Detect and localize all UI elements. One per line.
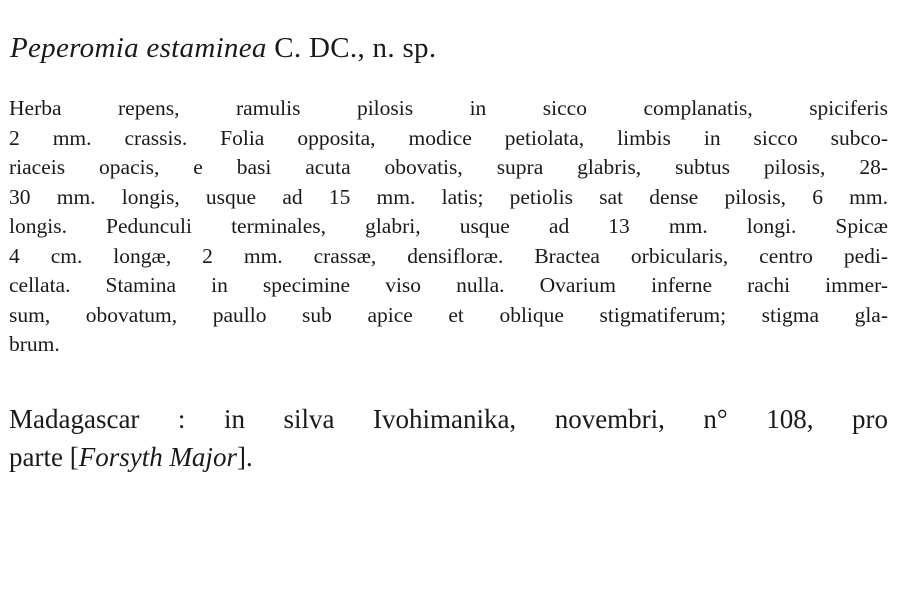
locality-citation bbox=[9, 400, 888, 476]
locality-line: Madagascar : in silva Ivohimanika, novembri, n° 108, pro bbox=[9, 404, 888, 434]
description-line: 4 cm. longæ, 2 mm. crassæ, densifloræ. Bractea orbicularis, centro pedi- bbox=[9, 243, 888, 268]
species-heading bbox=[10, 30, 436, 66]
locality-suffix: ]. bbox=[236, 442, 253, 472]
description-line: longis. Pedunculi terminales, glabri, usque ad 13 mm. longi. Spicæ bbox=[9, 214, 888, 238]
locality-line bbox=[9, 438, 888, 476]
description-line: riaceis opacis, e basi acuta obovatis, supra glabris, subtus pilosis, 28- bbox=[9, 155, 888, 179]
description-line: Herba repens, ramulis pilosis in sicco complanatis, spiciferis bbox=[9, 96, 888, 120]
description-line: 30 mm. longis, usque ad 15 mm. latis; petiolis sat dense pilosis, 6 mm. bbox=[9, 184, 888, 209]
species-authority: C. DC., n. sp. bbox=[274, 32, 437, 64]
species-description bbox=[9, 94, 888, 360]
collector-name: Forsyth Major bbox=[78, 442, 237, 472]
species-name: Peperomia estaminea bbox=[10, 32, 267, 64]
description-line: 2 mm. crassis. Folia opposita, modice petiolata, limbis in sicco subco- bbox=[9, 125, 888, 150]
description-line: sum, obovatum, paullo sub apice et oblique stigmatiferum; stigma gla- bbox=[9, 302, 888, 327]
description-line: cellata. Stamina in specimine viso nulla. Ovarium inferne rachi immer- bbox=[9, 273, 888, 297]
locality-prefix: parte [ bbox=[9, 442, 79, 472]
description-line: brum. bbox=[9, 332, 60, 356]
